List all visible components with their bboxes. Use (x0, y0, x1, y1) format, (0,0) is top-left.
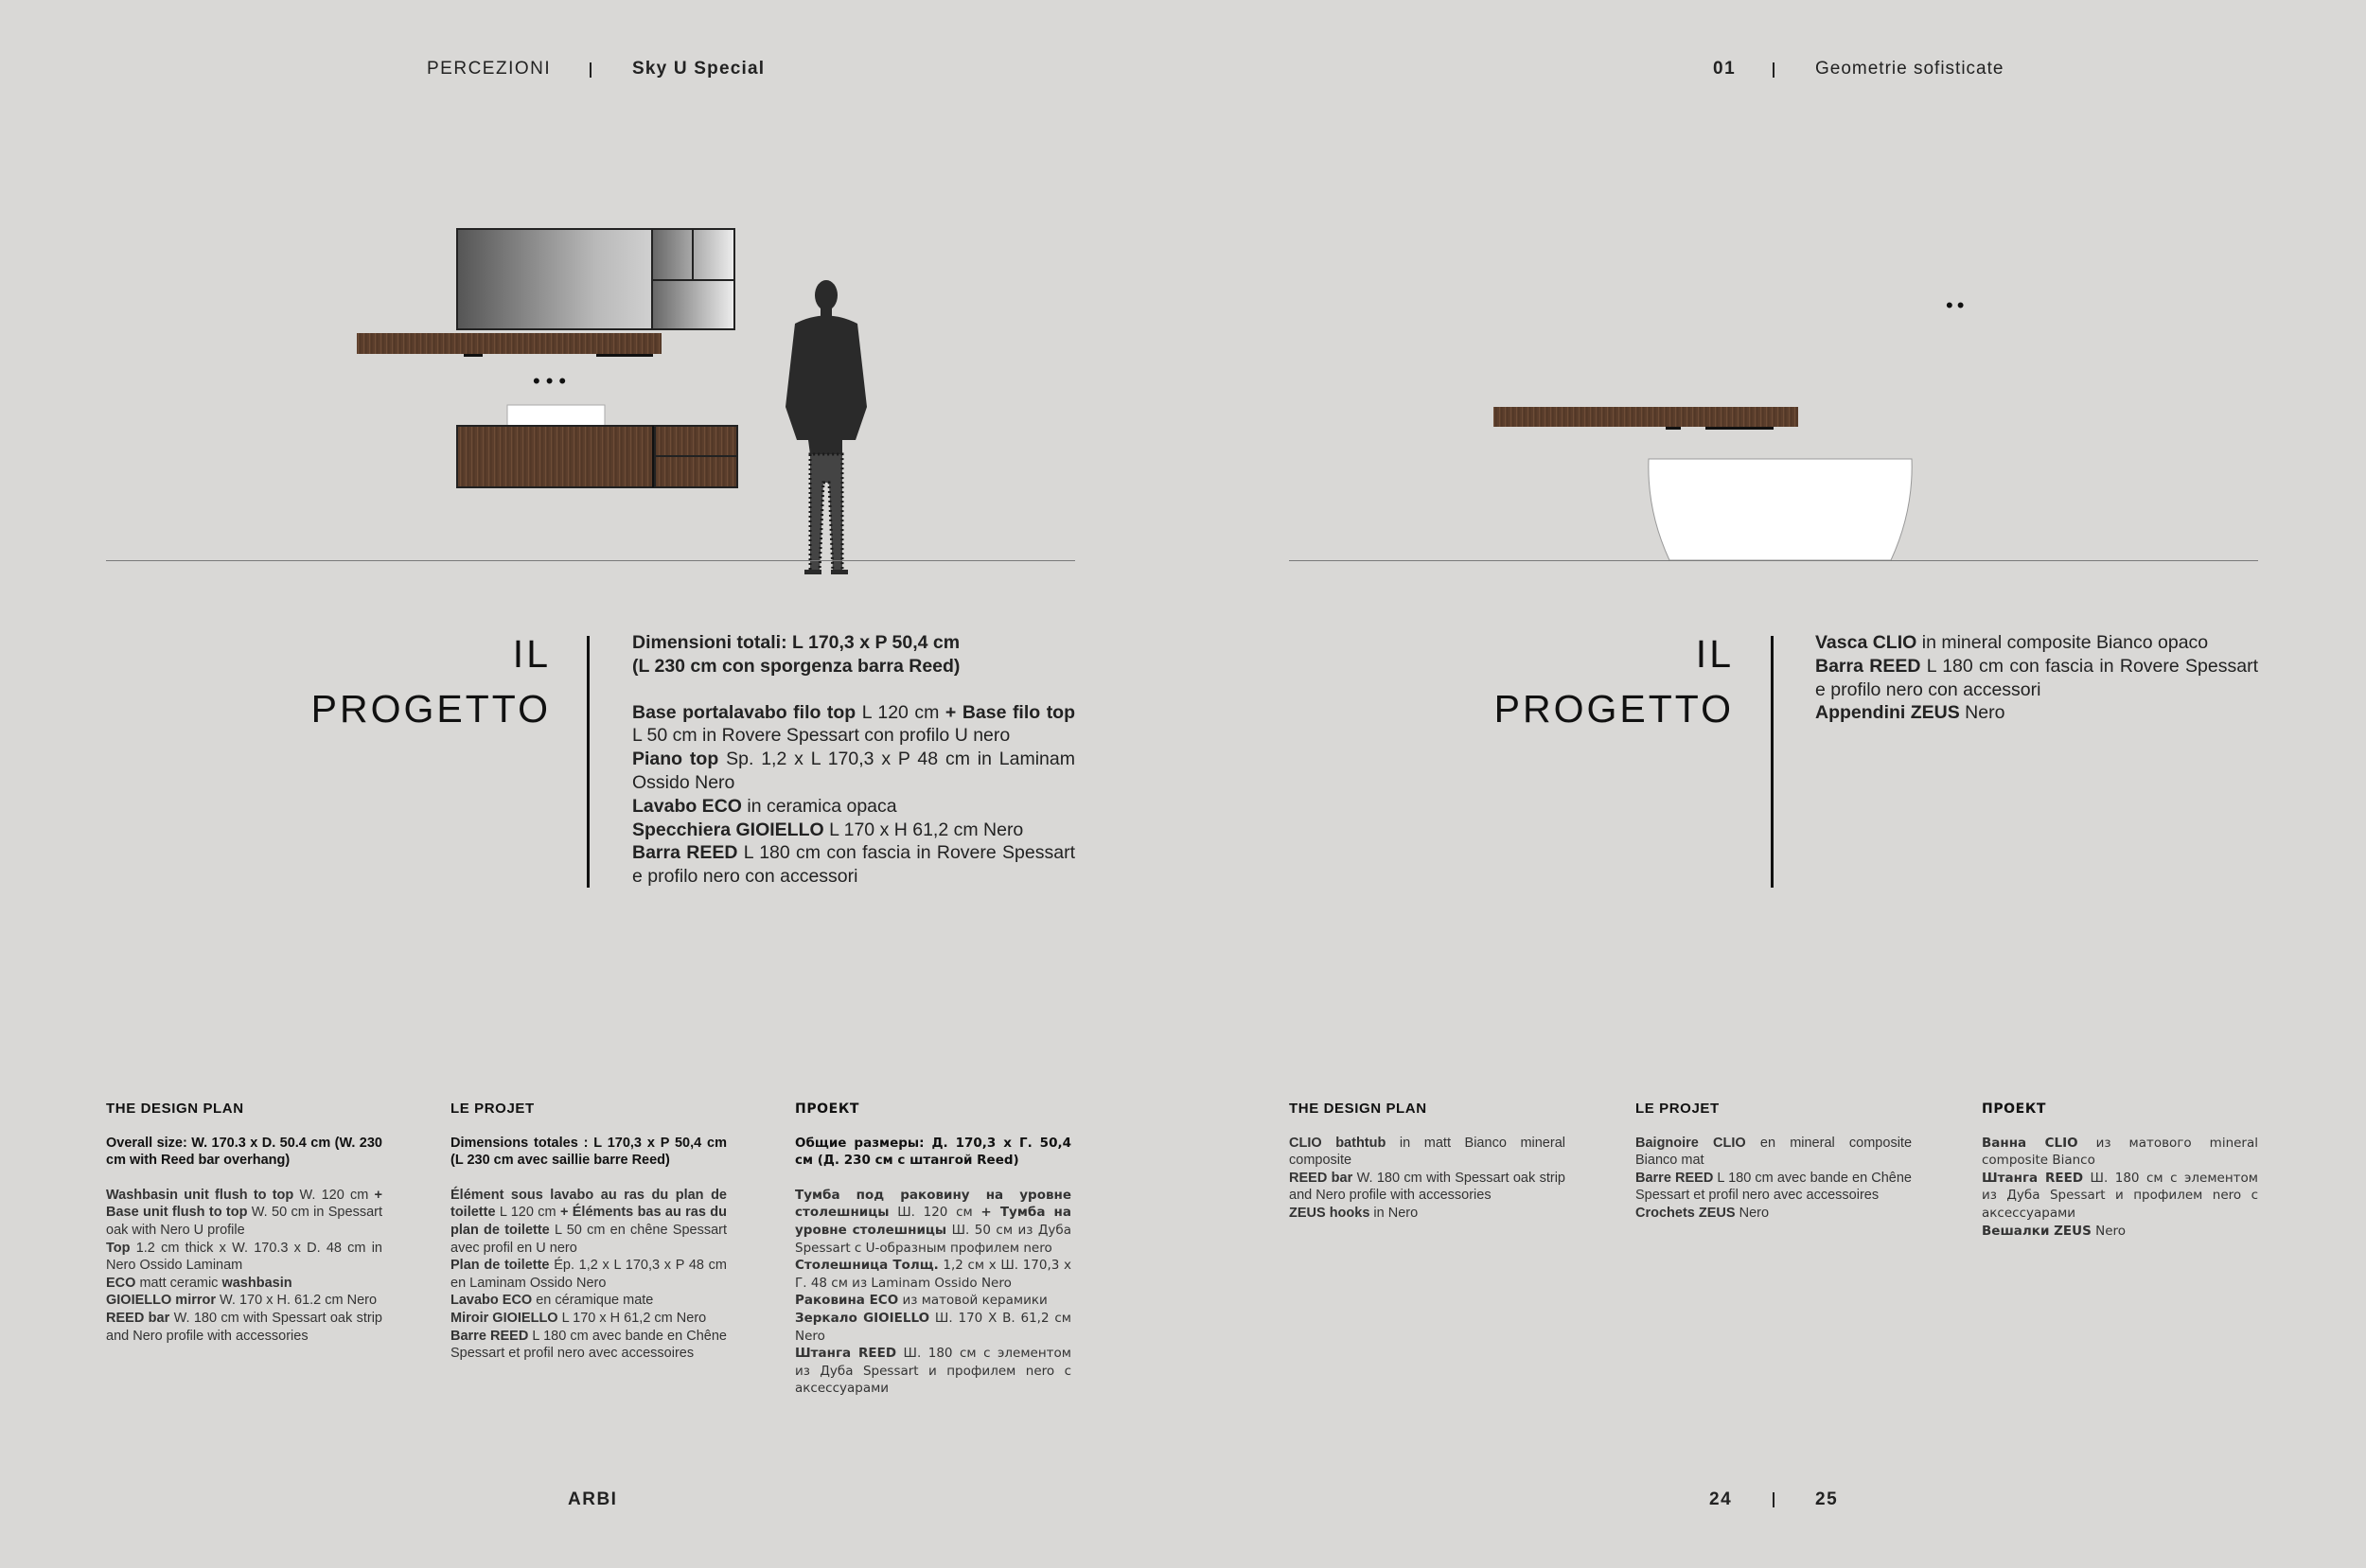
column-line: Вешалки ZEUS Nero (1982, 1223, 2127, 1239)
left-title-divider (587, 636, 590, 888)
mirror-gioiello (457, 229, 734, 329)
page-number-right: 25 (1815, 1489, 1839, 1509)
left-col-french (450, 1101, 727, 1363)
floor-line-right (1289, 560, 2258, 561)
column-line: Столешница Толщ. 1,2 см х Ш. 170,3 х Г. 48 см из Laminam Ossido Nero (795, 1258, 1071, 1291)
header-section-label: PERCEZIONI (427, 59, 552, 79)
vanity-elevation-drawing (350, 218, 899, 587)
spec-base-units: Base portalavabo filo top L 120 cm + Base filo top L 50 cm in Rovere Spessart con profilo U nero (632, 701, 1076, 747)
header-collection-title: Sky U Special (632, 59, 766, 79)
spec-reed-bar-right: Barra REED L 180 cm con fascia in Rovere Spessart e profilo nero con accessori (1815, 655, 2258, 700)
variant-indicator-dots-left: ••• (533, 369, 573, 393)
column-line: Тумба под раковину на уровне столешницы Ш. 120 см + Тумба на уровне столешницы Ш. 50 см из Дуба Spessart с U-образным профилем nero (795, 1187, 1072, 1256)
spec-bathtub: Vasca CLIO in mineral composite Bianco opaco (1815, 632, 2209, 653)
left-project-title (265, 626, 551, 736)
column-line: REED bar W. 180 cm with Spessart oak strip and Nero profile with accessories (106, 1310, 382, 1344)
reed-bar-right (1493, 407, 1798, 430)
header-divider-left (590, 62, 592, 78)
spec-hooks: Appendini ZEUS Nero (1815, 702, 2005, 724)
column-heading: LE PROJET (1635, 1101, 1720, 1117)
column-line: ZEUS hooks in Nero (1289, 1205, 1419, 1221)
column-line: Crochets ZEUS Nero (1635, 1205, 1770, 1221)
spec-washbasin: Lavabo ECO in ceramica opaca (632, 795, 897, 817)
column-line: ECO matt ceramic washbasin (106, 1275, 292, 1291)
left-title-line1: IL (512, 632, 551, 676)
washbasin-eco (507, 405, 605, 426)
column-line: Ванна CLIO из матового mineral composite Bianco (1982, 1135, 2258, 1169)
page-number-left: 24 (1709, 1489, 1733, 1509)
overall-size-line1: Dimensioni totali: L 170,3 x P 50,4 cm (632, 632, 961, 653)
column-line: Baignoire CLIO en mineral composite Bianco mat (1635, 1135, 1913, 1169)
column-line: Раковина ECO из матовой керамики (795, 1293, 1048, 1309)
column-line: Top 1.2 cm thick x W. 170.3 x D. 48 cm in Nero Ossido Laminam (106, 1240, 382, 1274)
column-line: Barre REED L 180 cm avec bande en Chêne Spessart et profil nero avec accessoires (1635, 1170, 1912, 1204)
right-col-english (1289, 1101, 1565, 1223)
column-size: Общие размеры: Д. 170,3 х Г. 50,4 см (Д. 230 см с штангой Reed) (795, 1135, 1071, 1169)
footer-brand: ARBI (568, 1489, 618, 1509)
right-col-french (1635, 1101, 1912, 1223)
column-line: REED bar W. 180 cm with Spessart oak strip and Nero profile with accessories (1289, 1170, 1565, 1204)
footer-divider (1773, 1492, 1774, 1507)
bathtub-clio (1649, 459, 1912, 560)
column-size: Dimensions totales : L 170,3 x P 50,4 cm (L 230 cm avec saillie barre Reed) (450, 1135, 727, 1169)
left-project-description (632, 631, 1075, 889)
scale-human-figure (786, 280, 867, 574)
column-size: Overall size: W. 170.3 x D. 50.4 cm (W. 230 cm with Reed bar overhang) (106, 1135, 382, 1169)
left-col-russian (795, 1101, 1071, 1398)
column-line: Зеркало GIOIELLO Ш. 170 Х В. 61,2 см Nero (795, 1310, 1071, 1344)
right-title-divider (1771, 636, 1774, 888)
column-line: Miroir GIOIELLO L 170 x H 61,2 cm Nero (450, 1310, 707, 1326)
header-chapter-title: Geometrie sofisticate (1815, 59, 2004, 79)
spec-top: Piano top Sp. 1,2 x L 170,3 x P 48 cm in Laminam Ossido Nero (632, 749, 1075, 793)
column-line: Штанга REED Ш. 180 см с элементом из Дуба Spessart и профилем nero с аксессуарами (795, 1346, 1071, 1397)
column-line: GIOIELLO mirror W. 170 x H. 61.2 cm Nero (106, 1293, 378, 1309)
right-project-description (1815, 631, 2258, 725)
right-title-line1: IL (1695, 632, 1734, 676)
column-line: Plan de toilette Ép. 1,2 x L 170,3 x P 48 cm en Laminam Ossido Nero (450, 1258, 727, 1291)
column-heading: THE DESIGN PLAN (1289, 1101, 1427, 1117)
right-title-line2: PROGETTO (1493, 687, 1734, 731)
column-line: Barre REED L 180 cm avec bande en Chêne Spessart et profil nero avec accessoires (450, 1328, 727, 1362)
spec-reed-bar: Barra REED L 180 cm con fascia in Rovere Spessart e profilo nero con accessori (632, 842, 1075, 888)
right-project-title (1448, 626, 1734, 736)
bathtub-elevation-drawing (1486, 397, 1921, 568)
variant-indicator-dots-right: •• (1946, 293, 1969, 317)
reed-bar (357, 333, 662, 357)
left-col-english (106, 1101, 382, 1345)
column-heading: ПРОЕКТ (1982, 1101, 2047, 1117)
column-heading: THE DESIGN PLAN (106, 1101, 244, 1117)
column-line: CLIO bathtub in matt Bianco mineral composite (1289, 1135, 1565, 1169)
base-units (457, 426, 737, 487)
column-heading: LE PROJET (450, 1101, 535, 1117)
column-line: Lavabo ECO en céramique mate (450, 1293, 654, 1309)
header-chapter-number: 01 (1713, 59, 1737, 79)
column-line: Штанга REED Ш. 180 см с элементом из Дуба Spessart и профилем nero с аксессуарами (1982, 1170, 2258, 1221)
column-line: Washbasin unit flush to top W. 120 cm + Base unit flush to top W. 50 cm in Spessart oak with Nero U profile (106, 1187, 382, 1238)
header-divider-right (1773, 62, 1774, 78)
left-title-line2: PROGETTO (310, 687, 551, 731)
floor-line-left (106, 560, 1075, 561)
right-col-russian (1982, 1101, 2258, 1240)
column-heading: ПРОЕКТ (795, 1101, 860, 1117)
overall-size-line2: (L 230 cm con sporgenza barra Reed) (632, 655, 961, 677)
column-line: Élément sous lavabo au ras du plan de toilette L 120 cm + Éléments bas au ras du plan de toilette L 50 cm en chêne Spessart avec profil en U nero (450, 1187, 727, 1256)
spec-mirror: Specchiera GIOIELLO L 170 x H 61,2 cm Nero (632, 819, 1024, 840)
